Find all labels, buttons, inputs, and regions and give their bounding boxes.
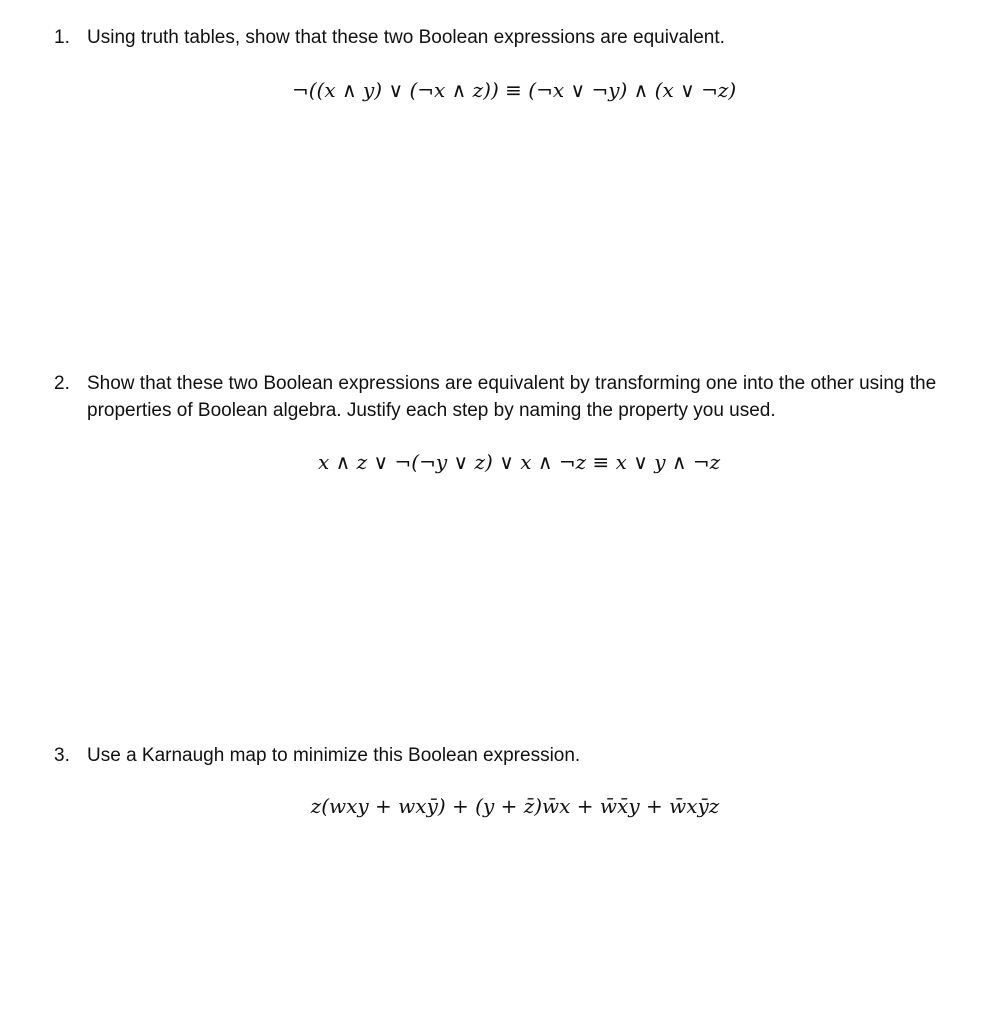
question-1-text: Using truth tables, show that these two Boolean expressions are equivalent. bbox=[87, 27, 725, 48]
question-2-number: 2. bbox=[54, 373, 70, 394]
question-3-formula: z(wxy + wxȳ) + (y + z̄)w̄x + w̄x̄y + w̄xȳz bbox=[310, 794, 720, 818]
question-3-prompt bbox=[54, 742, 954, 769]
question-2-prompt bbox=[54, 370, 954, 424]
question-1 bbox=[54, 24, 954, 51]
question-3 bbox=[54, 742, 954, 769]
question-3-number: 3. bbox=[54, 745, 70, 766]
question-2-text: Show that these two Boolean expressions are equivalent by transforming one into the other using the properties of Boolean algebra. Justify each step by naming the property you used. bbox=[87, 373, 937, 421]
question-2-formula: x ∧ z ∨ ¬(¬y ∨ z) ∨ x ∧ ¬z ≡ x ∨ y ∧ ¬z bbox=[318, 450, 721, 474]
question-1-number: 1. bbox=[54, 27, 70, 48]
question-3-text: Use a Karnaugh map to minimize this Boolean expression. bbox=[87, 745, 581, 766]
question-1-formula: ¬((x ∧ y) ∨ (¬x ∧ z)) ≡ (¬x ∨ ¬y) ∧ (x ∨ ¬z) bbox=[292, 78, 737, 102]
question-2 bbox=[54, 370, 954, 424]
question-1-prompt bbox=[54, 24, 954, 51]
